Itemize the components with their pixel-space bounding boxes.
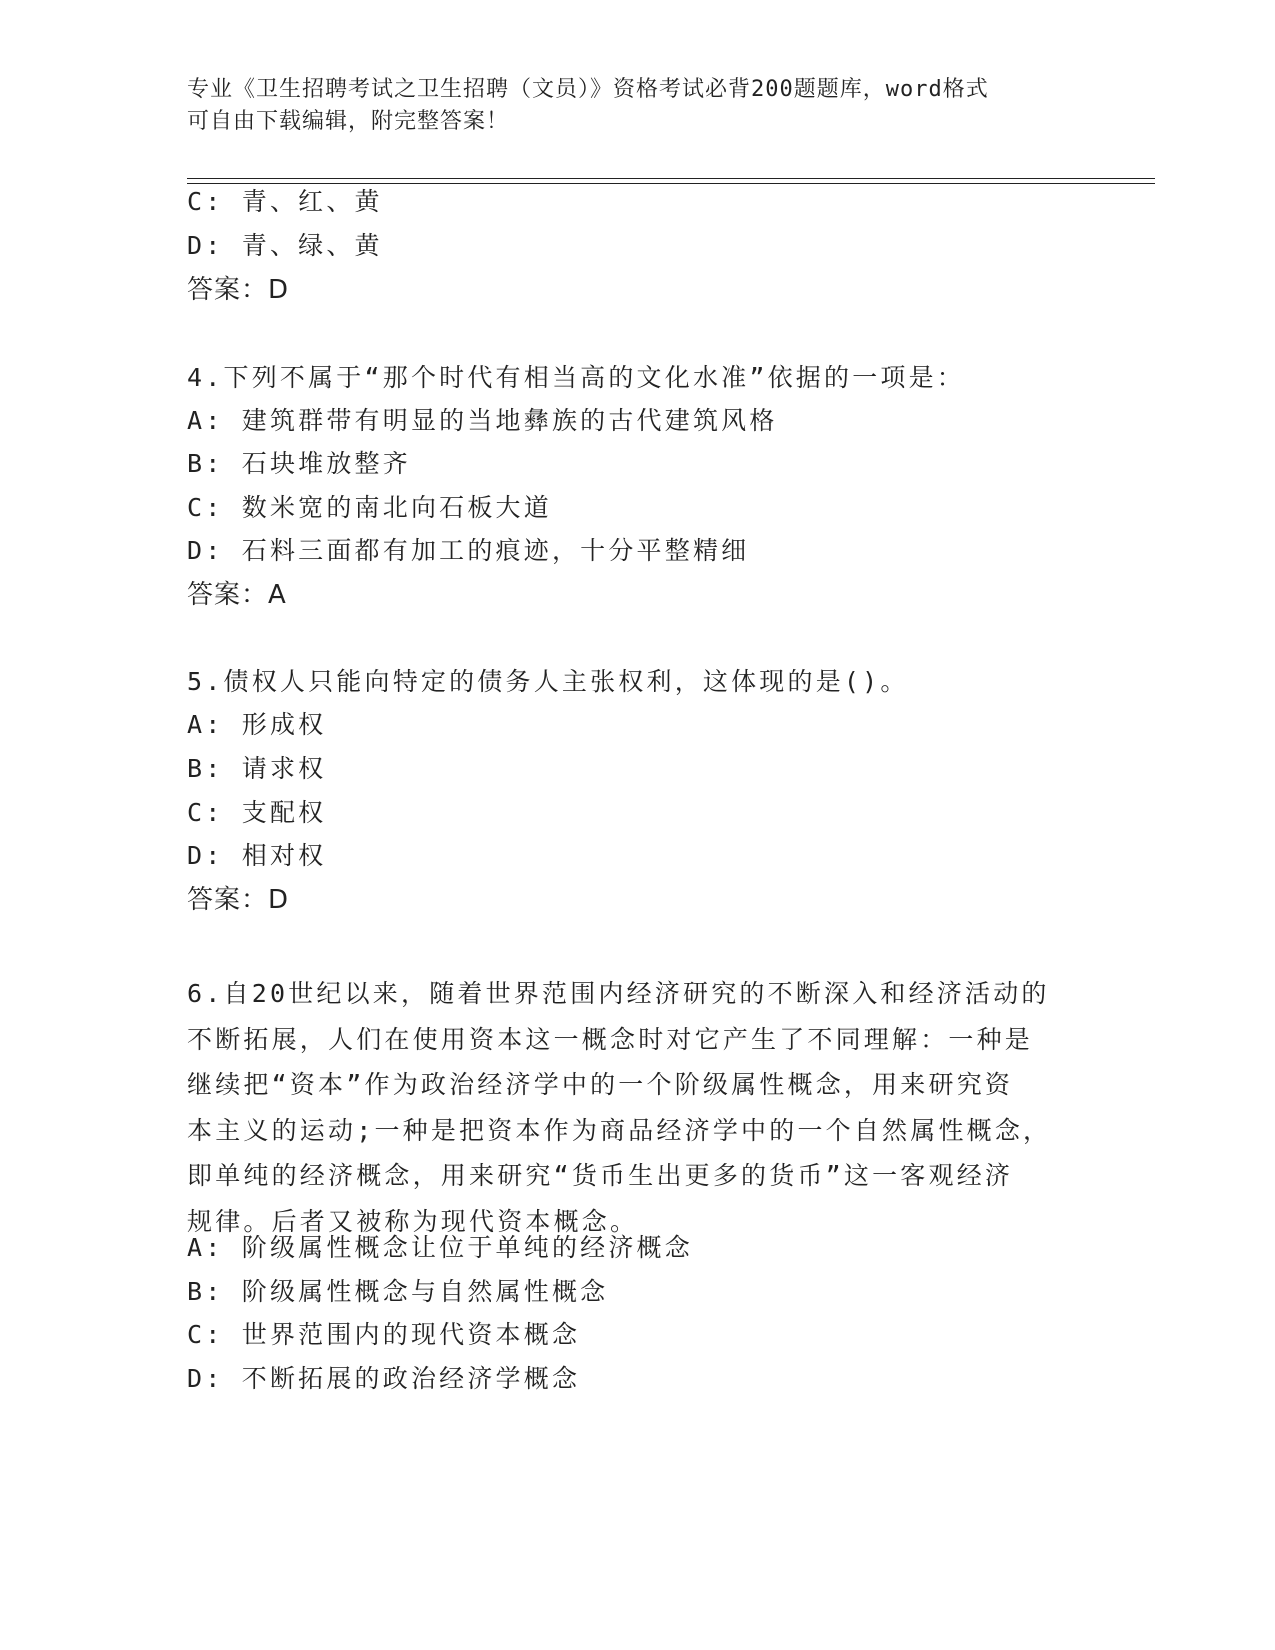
q3-option-c: C: 青、红、黄 bbox=[187, 187, 383, 216]
q6-option-a: A: 阶级属性概念让位于单纯的经济概念 bbox=[187, 1233, 693, 1262]
q5-option-a: A: 形成权 bbox=[187, 710, 327, 739]
header-divider-top bbox=[187, 178, 1155, 179]
q6-option-c: C: 世界范围内的现代资本概念 bbox=[187, 1320, 581, 1349]
q4-option-c: C: 数米宽的南北向石板大道 bbox=[187, 493, 552, 522]
q4-option-d: D: 石料三面都有加工的痕迹，十分平整精细 bbox=[187, 536, 750, 565]
q6-stem-line: 继续把“资本”作为政治经济学中的一个阶级属性概念，用来研究资 bbox=[187, 1070, 1014, 1099]
q6-stem-line: 6.自20世纪以来，随着世界范围内经济研究的不断深入和经济活动的 bbox=[187, 979, 1050, 1008]
q4-option-a: A: 建筑群带有明显的当地彝族的古代建筑风格 bbox=[187, 406, 778, 435]
q6-stem-line: 即单纯的经济概念，用来研究“货币生出更多的货币”这一客观经济 bbox=[187, 1161, 1014, 1190]
header-title-line-1: 专业《卫生招聘考试之卫生招聘（文员）》资格考试必背200题题库，word格式 bbox=[187, 77, 989, 102]
q6-option-d: D: 不断拓展的政治经济学概念 bbox=[187, 1364, 581, 1393]
q5-option-d: D: 相对权 bbox=[187, 841, 327, 870]
q5-option-c: C: 支配权 bbox=[187, 798, 327, 827]
header-divider-bottom bbox=[187, 183, 1155, 184]
q4-option-b: B: 石块堆放整齐 bbox=[187, 449, 411, 478]
q6-stem-line: 不断拓展，人们在使用资本这一概念时对它产生了不同理解：一种是 bbox=[187, 1024, 1034, 1054]
q4-stem: 4.下列不属于“那个时代有相当高的文化水准”依据的一项是： bbox=[187, 363, 966, 392]
q5-answer: 答案：D bbox=[187, 885, 290, 915]
q6-stem bbox=[187, 971, 1067, 1244]
document-header bbox=[187, 74, 1067, 138]
q6-stem-line: 规律。后者又被称为现代资本概念。 bbox=[187, 1206, 639, 1236]
q6-stem-line: 本主义的运动;一种是把资本作为商品经济学中的一个自然属性概念， bbox=[187, 1115, 1052, 1145]
q4-answer: 答案：A bbox=[187, 580, 287, 610]
q3-option-d: D: 青、绿、黄 bbox=[187, 231, 383, 260]
q5-option-b: B: 请求权 bbox=[187, 754, 327, 783]
q3-answer: 答案：D bbox=[187, 275, 290, 305]
q6-option-b: B: 阶级属性概念与自然属性概念 bbox=[187, 1277, 609, 1306]
header-title-line-2: 可自由下载编辑，附完整答案！ bbox=[187, 109, 510, 134]
q5-stem: 5.债权人只能向特定的债务人主张权利，这体现的是()。 bbox=[187, 667, 909, 696]
